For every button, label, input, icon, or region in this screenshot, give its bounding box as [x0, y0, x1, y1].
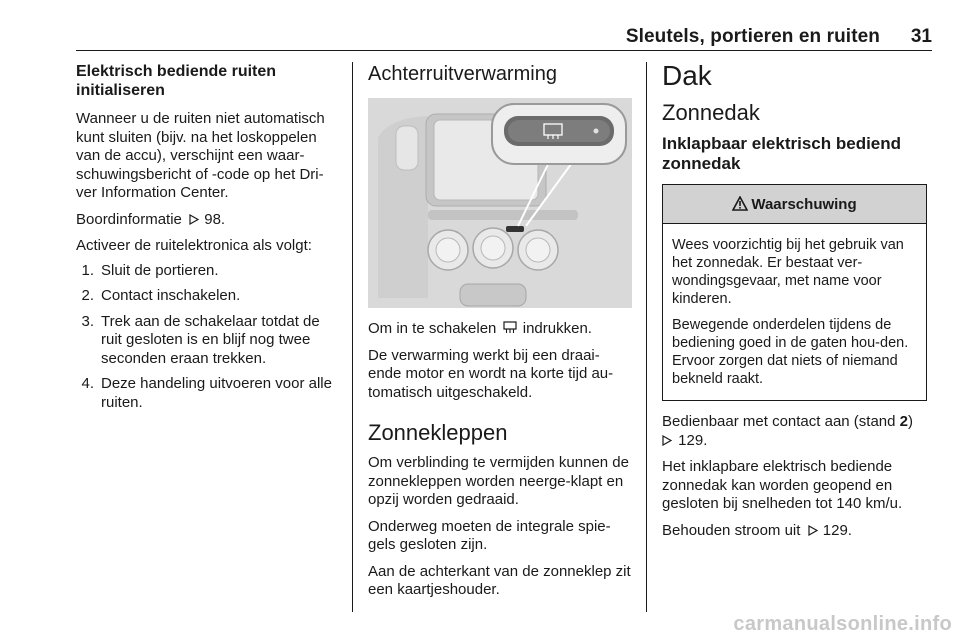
paragraph-reference [76, 211, 341, 230]
watermark: carmanualsonline.info [733, 613, 952, 635]
paragraph: Het inklapbare elektrisch bediende zonnedak kan worden geopend en gesloten bij snelheden tot 140 km/u. [662, 458, 903, 512]
column-3 [662, 62, 927, 548]
section-heading-sun-visors: Zonnekleppen [368, 420, 508, 445]
list-item [76, 287, 341, 306]
step-text: Contact inschakelen. [101, 287, 241, 304]
warning-triangle-icon [732, 196, 748, 211]
page-header-title: Sleutels, portieren en ruiten [625, 26, 880, 47]
paragraph: Onderweg moeten de integrale spie-gels gesloten zijn. [368, 517, 611, 553]
column-divider-1 [352, 62, 353, 612]
triangle-reference-icon [662, 435, 672, 446]
reference-text: Behouden stroom uit [662, 521, 801, 539]
ignition-position: 2 [899, 413, 908, 430]
column-divider-2 [646, 62, 647, 612]
warning-header [663, 185, 926, 224]
step-text: Deze handeling uitvoeren voor alle ruiten. [101, 375, 332, 411]
list-item [76, 262, 341, 281]
triangle-reference-icon [808, 525, 818, 536]
paragraph: Wanneer u de ruiten niet automatisch kunt sluiten (bijv. na het loskoppelen van de accu), verschijnt een waar-schuwingsbericht of -code op het Dri-ver Information Center. [76, 110, 325, 201]
rear-defrost-text-pre: Om in te schakelen [368, 320, 497, 337]
step-text: Trek aan de schakelaar totdat de ruit gesloten is en blijf nog twee seconden eraan trekken. [101, 312, 320, 367]
paragraph: Aan de achterkant van de zonneklep zit een kaartjeshouder. [368, 562, 631, 598]
step-number: 4. [81, 375, 94, 392]
section-heading-roof: Dak [662, 60, 712, 91]
step-number: 2. [81, 287, 94, 304]
reference-page: 129. [822, 521, 852, 539]
section-heading-sunroof: Zonnedak [662, 100, 760, 125]
steps-list [76, 262, 341, 413]
paragraph: De verwarming werkt bij een draai-ende motor en wordt na korte tijd au-tomatisch uitgeschakeld. [368, 346, 614, 401]
dashboard-illustration-graphic [368, 98, 632, 308]
list-item [76, 313, 341, 369]
page-number: 31 [910, 26, 932, 47]
reference-page: 129. [678, 431, 708, 449]
step-number: 3. [81, 312, 94, 330]
warning-title: Waarschuwing [751, 196, 857, 213]
ignition-text-post: ) [908, 413, 913, 430]
paragraph: Om verblinding te vermijden kunnen de zonnekleppen worden neerge-klapt en opzij worden gedraaid. [368, 454, 629, 508]
step-text: Sluit de portieren. [101, 261, 219, 279]
list-item [76, 375, 341, 412]
warning-box [662, 184, 927, 401]
section-heading-folding-sunroof: Inklapbaar elektrisch bediend zonnedak [662, 134, 902, 173]
dashboard-illustration [368, 98, 632, 308]
triangle-reference-icon [189, 214, 199, 225]
paragraph-ignition [662, 413, 927, 450]
ignition-text-pre: Bedienbaar met contact aan (stand [662, 413, 896, 430]
column-1 [76, 62, 341, 419]
reference-text: Boordinformatie [76, 210, 182, 228]
rear-defrost-text-post: indrukken. [522, 320, 592, 337]
step-number: 1. [81, 261, 94, 279]
header-rule [76, 50, 932, 51]
paragraph-rear-defrost [368, 320, 632, 339]
rear-window-heating-icon [503, 321, 517, 334]
paragraph-reference [662, 522, 927, 541]
warning-paragraph: Bewegende onderdelen tijdens de bediening goed in de gaten hou-den. Ervoor zorgen dat niets of niemand bekneld raakt. [672, 317, 909, 387]
warning-body [663, 224, 926, 400]
section-heading-window-init: Elektrisch bediende ruiten initialiseren [76, 63, 277, 99]
paragraph: Activeer de ruitelektronica als volgt: [76, 237, 312, 254]
section-heading-rear-window-heating: Achterruitverwarming [368, 63, 557, 85]
column-2 [368, 62, 632, 608]
reference-page: 98. [204, 210, 226, 228]
warning-paragraph: Wees voorzichtig bij het gebruik van het zonnedak. Er bestaat ver-wondingsgevaar, met name voor kinderen. [672, 237, 904, 307]
